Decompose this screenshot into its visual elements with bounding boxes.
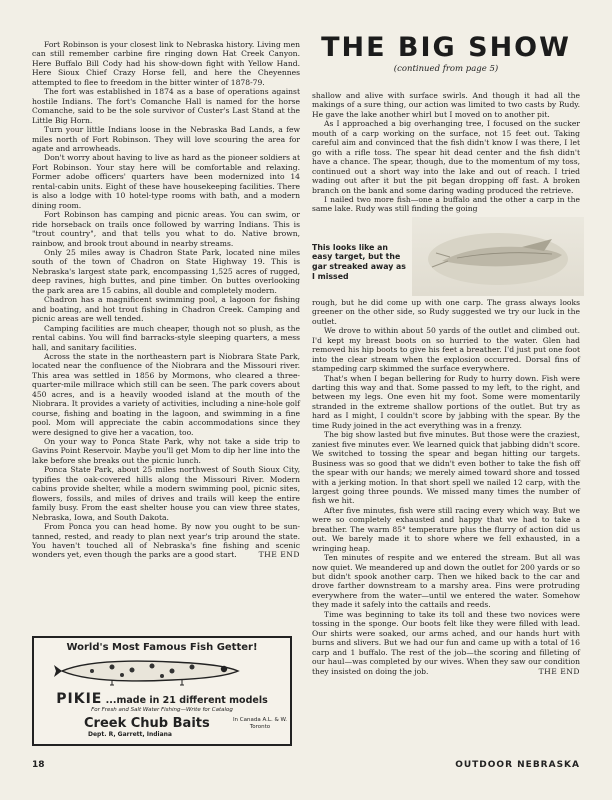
photo-caption: This looks like an easy target, but the gar streaked away as I missed [312, 242, 406, 281]
right-column [312, 91, 580, 676]
left-paragraph: Fort Robinson is your closest link to Nebraska history. Living men can still remember carbine fire ringing down Hat Creek Canyon. Here Buffalo Bill Cody had his show-down fight with Yellow Hand. Here Sioux Chief Crazy Horse fell, and here the Cheyennes attempted to flee to freedom in the bitter winter of 1878-79. [32, 40, 300, 87]
pikie-advertisement[interactable] [32, 636, 292, 746]
right-text-before-photo [312, 91, 580, 214]
left-paragraph: The fort was established in 1874 as a base of operations against hostile Indians. The fort's Comanche Hall is named for the horse Comanche, said to be the sole survivor of Custer's Last Stand at the Little Big Horn. [32, 87, 300, 125]
ad-headline: World's Most Famous Fish Getter! [66, 642, 258, 653]
left-paragraph: Fort Robinson has camping and picnic areas. You can swim, or ride horseback on trails once followed by warring Indians. This is "trout country", and that tells you what to do. Native brown, rainbow, and brook trout abound in nearby streams. [32, 210, 300, 248]
page-number: 18 [32, 760, 45, 770]
right-paragraph: rough, but he did come up with one carp. The grass always looks greener on the other side, so Rudy suggested we try our luck in the outlet. [312, 297, 580, 326]
right-paragraph: That's when I began bellering for Rudy to hurry down. Fish were darting this way and that. Some passed to my left, to the right, and between my legs. One even hit my foot. Some were momentarily stranded in the extreme shallow portions of the outlet. But try as hard as I might, I couldn't score by jabbing with the spear. By the time Rudy joined in the act everything was in a frenzy. [312, 373, 580, 430]
end-mark: THE END [538, 666, 580, 676]
right-paragraph: Ten minutes of respite and we entered the stream. But all was now quiet. We meandered up and down the outlet for 200 yards or so but didn't spook another carp. Then we hiked back to the car and drove farther downstream to a marshy area. Fins were protruding everywhere from the water—until we entered the water. Somehow they made it safely into the cattails and reeds. [312, 553, 580, 610]
ad-model-name: PIKIE [56, 691, 103, 707]
left-paragraph: On your way to Ponca State Park, why not take a side trip to Gavins Point Reservoir. Maybe you'll get Mom to dip her line into the lake before she breaks out the picnic lunch. [32, 437, 300, 465]
right-paragraph: I nailed two more fish—one a buffalo and the other a carp in the same lake. Rudy was still finding the going [312, 194, 580, 214]
left-paragraph: Across the state in the northeastern part is Niobrara State Park, located near the confluence of the Niobrara and the Missouri river. This area was settled in 1856 by Mormons, who cleared a three-quarter-mile millrace which still can be seen. The park covers about 450 acres, and is a heavily wooded island at the mouth of the Niobrara. It provides a variety of activities, including a nine-hole golf course, fishing and boating in the lagoon, and swimming in a fine pool. Mom will appreciate the cabin accommodations since they were designed to give her a vacation, too. [32, 351, 300, 437]
ad-address: Dept. R, Garrett, Indiana [88, 731, 172, 738]
left-paragraph: Ponca State Park, about 25 miles northwest of South Sioux City, typifies the oak-covered hills along the Missouri River. Modern cabins provide shelter, while a modern swimming pool, picnic sites, flowers, fossils, and miles of drives and trails will keep the entire family busy. From the east shelter house you can view three states, Nebraska, Iowa, and South Dakota. [32, 465, 300, 522]
ad-brand: Creek Chub Baits [84, 716, 210, 731]
photo-block [312, 217, 580, 296]
left-column [32, 40, 300, 560]
left-paragraph: Chadron has a magnificent swimming pool, a lagoon for fishing and boating, and hot trout fishing in Chadron Creek. Camping and picnic areas are well tended. [32, 295, 300, 324]
left-paragraph: Don't worry about having to live as hard as the pioneer soldiers at Fort Robinson. Your stay here will be comfortable and relaxing. Former adobe officers' quarters have been modernized into 14 rental-cabin units. Eight of these have housekeeping facilities. There is also a lodge with 10 hotel-type rooms with bath, and a modern dining room. [32, 153, 300, 210]
gar-photo [412, 217, 584, 296]
right-paragraph: The big show lasted but five minutes. But those were the craziest, zaniest five minutes ever. We learned quick that jabbing didn't score. We switched to tossing the spear and began hitting our targets. Business was so good that we didn't even bother to take the fish off the spear with our hands; we merely aimed toward shore and tossed with a jerking motion. In that short spell we nailed 12 carp, with the largest going three pounds. We missed many times the number of fish we hit. [312, 430, 580, 506]
right-paragraph: Time was beginning to take its toll and these two novices were tossing in the sponge. Our boots felt like they were filled with lead. Our shirts were soaked, our arms ached, and our hands hurt with burns and slivers. But we had our fun and came up with a total of 16 carp and 1 buffalo. The rest of the job—the scoring and filleting of our haul—was completed by our wives. When they saw our condition they insisted on doing the job. THE END [312, 609, 580, 676]
right-paragraph: As I approached a big overhanging tree, I focused on the sucker mouth of a carp working on the surface, not 15 feet out. Taking careful aim and convinced that the fish didn't know I was there, I let go with a rifle toss. The spear hit dead center and the fish didn't have a chance. The spear, though, due to the momentum of my toss, continued out a short way into the lake and out of reach. I tried wading out after it but the pit began dropping off fast. A broken branch on the bank and some daring wading produced the retrieve. [312, 119, 580, 195]
right-text-after-photo [312, 298, 580, 676]
left-paragraph: Turn your little Indians loose in the Nebraska Bad Lands, a few miles north of Fort Robinson. They will love scouring the area for agate and arrowheads. [32, 125, 300, 153]
continued-note: (continued from page 5) [393, 64, 499, 74]
magazine-name: OUTDOOR NEBRASKA [455, 760, 580, 770]
right-paragraph: After five minutes, fish were still racing every which way. But we were so completely exhausted and happy that we had to take a breather. The warm 85° temperature plus the flurry of action did us out. We barely made it to shore where we fell exhausted, in a wringing heap. [312, 505, 580, 553]
article-title: THE BIG SHOW [321, 32, 571, 63]
left-paragraph: From Ponca you can head home. By now you ought to be sun-tanned, rested, and ready to plan next year's trip around the state. You haven't touched all of Nebraska's fine fishing and scenic wonders yet, even though the parks are a good start. THE END [32, 522, 300, 560]
end-mark: THE END [258, 550, 300, 560]
left-paragraph: Camping facilities are much cheaper, though not so plush, as the rental cabins. You will find barracks-style sleeping quarters, a mess hall, and sanitary facilities. [32, 323, 300, 352]
ad-canada-note: In Canada A.L. & W. Toronto [232, 717, 288, 730]
right-paragraph: shallow and alive with surface swirls. And though it had all the makings of a sure thing, our action was limited to two casts by Rudy. He gave the lake another whirl but I moved on to another pit. [312, 91, 580, 119]
left-paragraph: Only 25 miles away is Chadron State Park, located nine miles south of the town of Chadron on State Highway 19. This is Nebraska's largest state park, encompassing 1,525 acres of rugged, deep ravines, high buttes, and pine timber. On buttes overlooking the park area are 15 cabins, all double and completely modern. [32, 247, 300, 295]
ad-model-line [34, 691, 290, 707]
lure-illustration [52, 656, 248, 686]
ad-model-text: ...made in 21 different models [105, 695, 268, 706]
right-paragraph: We drove to within about 50 yards of the outlet and climbed out. I'd kept my breast boots on so hurried to the water. Glen had removed his hip boots to give his feet a breather. I'd just put one foot into the clear stream when the explosion occurred. Dorsal fins of stampeding carp skimmed the surface everywhere. [312, 326, 580, 374]
ad-tagline: For Fresh and Salt Water Fishing—Write for Catalog [91, 707, 233, 713]
